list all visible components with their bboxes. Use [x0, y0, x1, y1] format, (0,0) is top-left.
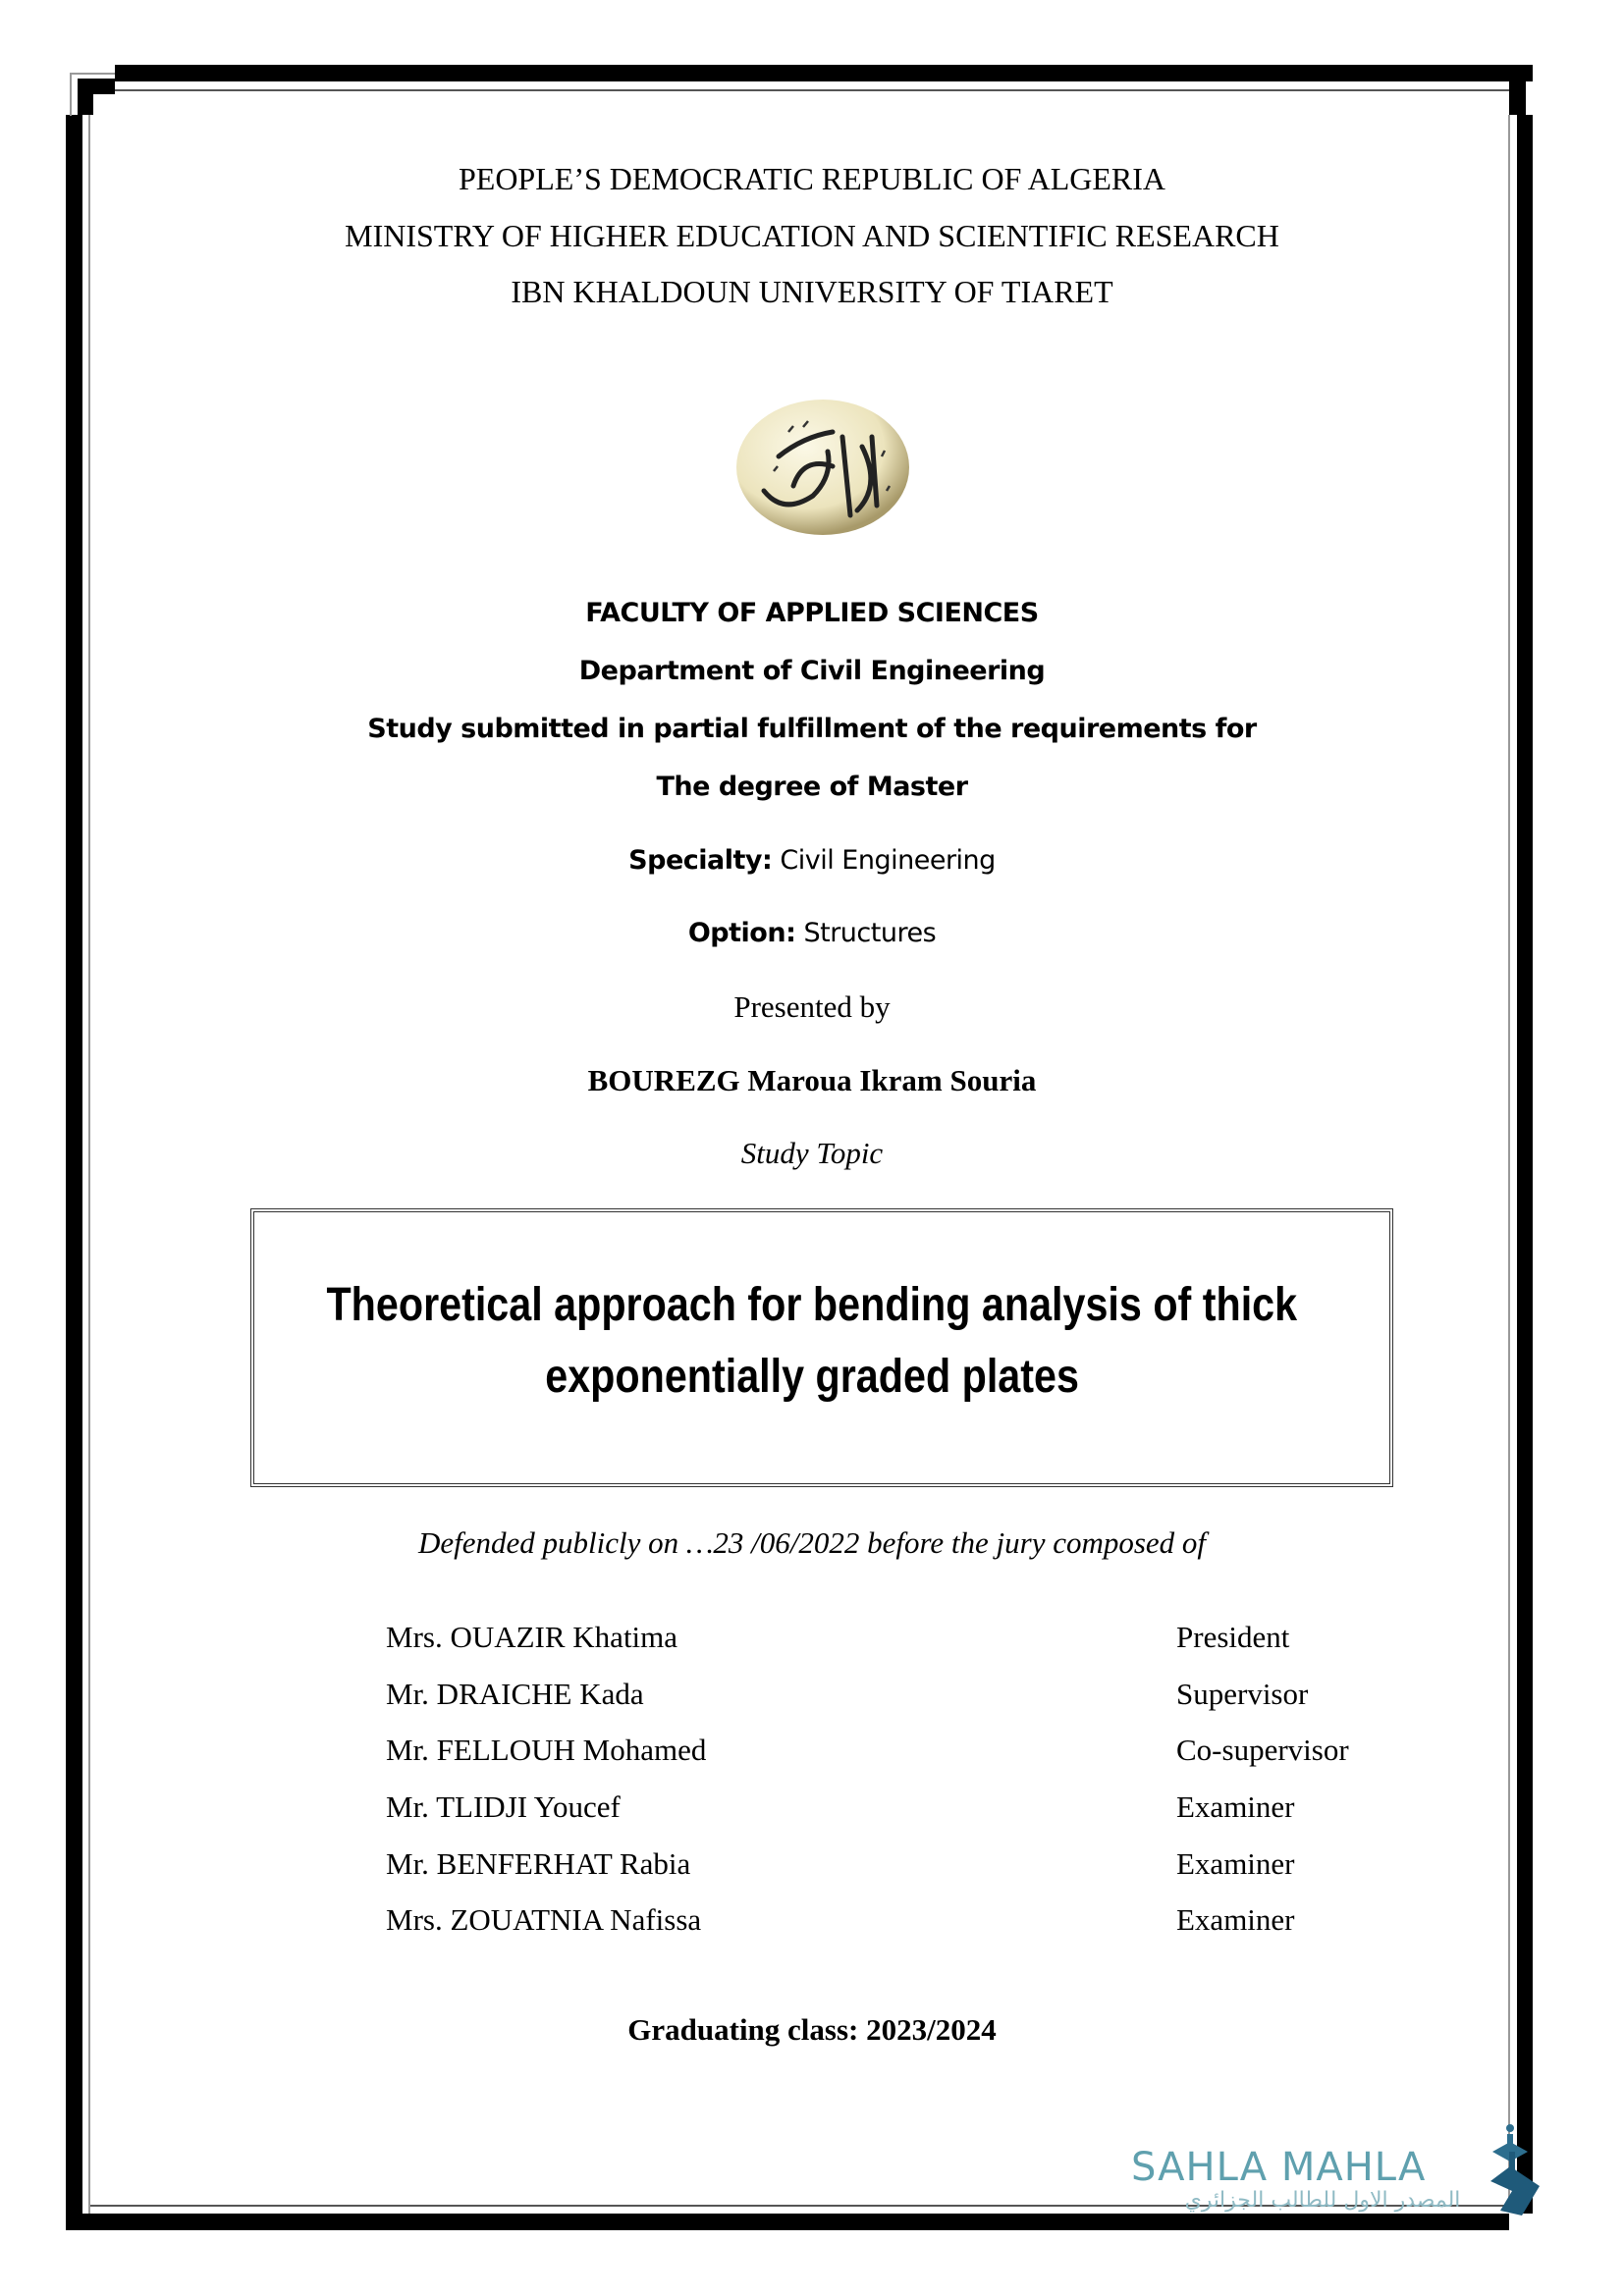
presenter-name: BOUREZG Maroua Ikram Souria [587, 1063, 1037, 1097]
jury-member-name: Mr. FELLOUH Mohamed [386, 1733, 707, 1767]
presented-by-label: Presented by [733, 989, 891, 1024]
graduating-class: Graduating class: 2023/2024 [627, 2012, 997, 2047]
jury-member-role: Examiner [1176, 1789, 1295, 1824]
study-topic-label: Study Topic [740, 1136, 884, 1170]
border-top-thick [115, 65, 1509, 81]
defense-statement: Defended publicly on …23 /06/2022 before the jury composed of [417, 1525, 1207, 1560]
country-heading: PEOPLE’S DEMOCRATIC REPUBLIC OF ALGERIA [458, 161, 1166, 196]
jury-member-name: Mr. BENFERHAT Rabia [386, 1846, 691, 1881]
watermark-brand: SAHLA MAHLA [1131, 2145, 1427, 2190]
jury-member-name: Mr. TLIDJI Youcef [386, 1789, 621, 1824]
jury-member-role: Supervisor [1176, 1677, 1309, 1711]
specialty-label: Specialty: [628, 845, 773, 876]
faculty-name: FACULTY OF APPLIED SCIENCES [585, 598, 1039, 628]
department-name: Department of Civil Engineering [578, 656, 1046, 686]
topic-title-line1 [0, 1278, 1624, 1332]
topic-title-line2-text: exponentially graded plates [545, 1351, 1079, 1403]
jury-member-name: Mr. DRAICHE Kada [386, 1677, 644, 1711]
border-bottom-thick [115, 2214, 1509, 2230]
jury-member-role: Examiner [1176, 1846, 1295, 1881]
university-heading: IBN KHALDOUN UNIVERSITY OF TIARET [511, 274, 1113, 309]
watermark-tagline: المصدر الاول للطالب الجزائري [1184, 2188, 1461, 2213]
border-top-thin [115, 89, 1509, 91]
option-label: Option: [687, 918, 796, 948]
sahla-mahla-watermark [1131, 2146, 1514, 2213]
corner-tr-b [1509, 65, 1526, 115]
ministry-heading: MINISTRY OF HIGHER EDUCATION AND SCIENTIFIC RESEARCH [345, 218, 1279, 253]
corner-bl-b [66, 2214, 115, 2230]
degree-text: The degree of Master [656, 772, 968, 802]
specialty-line [0, 845, 1624, 876]
jury-member-role: Examiner [1176, 1902, 1295, 1937]
jury-member-role: Co-supervisor [1176, 1733, 1349, 1767]
sahla-mahla-emblem-icon [1483, 2122, 1545, 2220]
requirement-text: Study submitted in partial fulfillment of the requirements for [367, 714, 1257, 744]
specialty-value: Civil Engineering [780, 845, 996, 876]
topic-title-line1-text: Theoretical approach for bending analysis of thick [326, 1279, 1298, 1331]
topic-box [250, 1208, 1393, 1487]
option-value: Structures [803, 918, 937, 948]
jury-member-name: Mrs. OUAZIR Khatima [386, 1620, 678, 1654]
jury-member-role: President [1176, 1620, 1290, 1654]
corner-tl-thin [70, 73, 115, 116]
jury-member-name: Mrs. ZOUATNIA Nafissa [386, 1902, 702, 1937]
topic-title-line2 [0, 1350, 1624, 1404]
option-line [0, 918, 1624, 948]
university-logo [734, 398, 911, 537]
